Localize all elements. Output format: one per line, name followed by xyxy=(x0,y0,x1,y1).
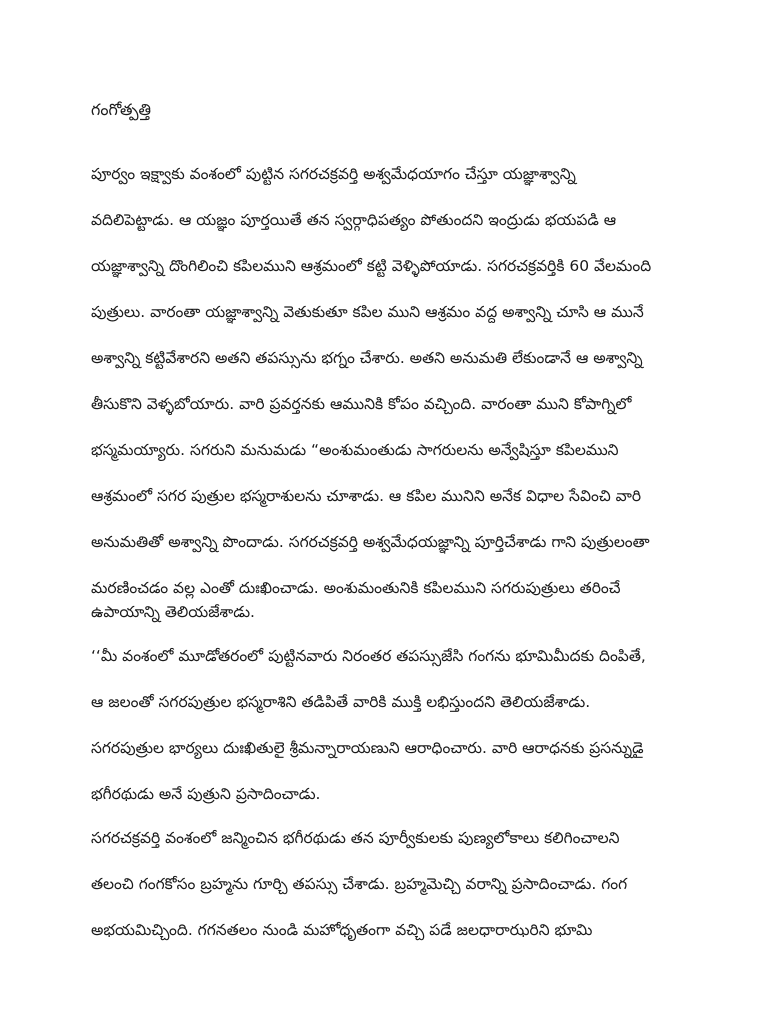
paragraph-line: ‘‘మీ వంశంలో మూడోతరంలో పుట్టినవారు నిరంతర తపస్సుజేసి గంగను భూమిమీదకు దింపితే, xyxy=(91,647,646,665)
paragraph-line: ఆ జలంతో సగరపుత్రుల భస్మరాశిని తడిపితే వారికి ముక్తి లభిస్తుందని తెలియజేశాడు. xyxy=(91,693,591,711)
paragraph-line: అశ్వాన్ని కట్టివేశారని అతని తపస్సును భగ్నం చేశారు. అతని అనుమతి లేకుండానే ఆ అశ్వాన్ని xyxy=(91,349,643,367)
paragraph-line: పూర్వం ఇక్ష్వాకు వంశంలో పుట్టిన సగరచక్రవర్తి అశ్వమేధయాగం చేస్తూ యజ్ఞాశ్వాన్ని xyxy=(91,165,576,183)
paragraph-line: యజ్ఞాశ్వాన్ని దొంగిలించి కపిలముని ఆశ్రమంలో కట్టి వెళ్ళిపోయాడు. సగరచక్రవర్తికి 60 వేలమంది xyxy=(91,257,652,275)
paragraph-line: తీసుకొని వెళ్ళబోయారు. వారి ప్రవర్తనకు ఆమునికి కోపం వచ్చింది. వారంతా ముని కోపాగ్నిలో xyxy=(91,395,632,413)
paragraph-line: వదిలిపెట్టాడు. ఆ యజ్ఞం పూర్తయితే తన స్వర్గాధిపత్యం పోతుందని ఇంద్రుడు భయపడి ఆ xyxy=(91,211,617,229)
paragraph-line: భస్మమయ్యారు. సగరుని మనుమడు “అంశుమంతుడు సాగరులను అన్వేషిస్తూ కపిలముని xyxy=(91,441,619,459)
paragraph-line: ఆశ్రమంలో సగర పుత్రుల భస్మరాశులను చూశాడు. ఆ కపిల మునిని అనేక విధాల సేవించి వారి xyxy=(91,487,642,505)
paragraph-line: భగీరథుడు అనే పుత్రుని ప్రసాదించాడు. xyxy=(91,785,321,803)
paragraph-line: మరణించడం వల్ల ఎంతో దుఃఖించాడు. అంశుమంతునికి కపిలముని సగరుపుత్రులు తరించే xyxy=(91,579,621,597)
paragraph-line: పుత్రులు. వారంతా యజ్ఞాశ్వాన్ని వెతుకుతూ కపిల ముని ఆశ్రమం వద్ద అశ్వాన్ని చూసి ఆ మునే xyxy=(91,303,644,321)
paragraph-line: సగరపుత్రుల భార్యలు దుఃఖితులై శ్రీమన్నారాయణుని ఆరాధించారు. వారి ఆరాధనకు ప్రసన్నుడై xyxy=(91,739,644,757)
paragraph-line: అనుమతితో అశ్వాన్ని పొందాడు. సగరచక్రవర్తి అశ్వమేధయజ్ఞాన్ని పూర్తిచేశాడు గాని పుత్రులంతా xyxy=(91,533,650,551)
paragraph-line: సగరచక్రవర్తి వంశంలో జన్మించిన భగీరథుడు తన పూర్వీకులకు పుణ్యలోకాలు కలిగించాలని xyxy=(91,829,620,847)
document-title: గంగోత్పత్తి xyxy=(91,100,152,119)
paragraph-line: తలంచి గంగకోసం బ్రహ్మను గూర్చి తపస్సు చేశాడు. బ్రహ్మమెచ్చి వరాన్ని ప్రసాదించాడు. గంగ xyxy=(91,875,628,893)
paragraph-line: అభయమిచ్చింది. గగనతలం నుండి మహోధృతంగా వచ్చి పడే జలధారాఝరిని భూమి xyxy=(91,921,593,939)
paragraph-line: ఉపాయాన్ని తెలియజేశాడు. xyxy=(91,603,255,621)
